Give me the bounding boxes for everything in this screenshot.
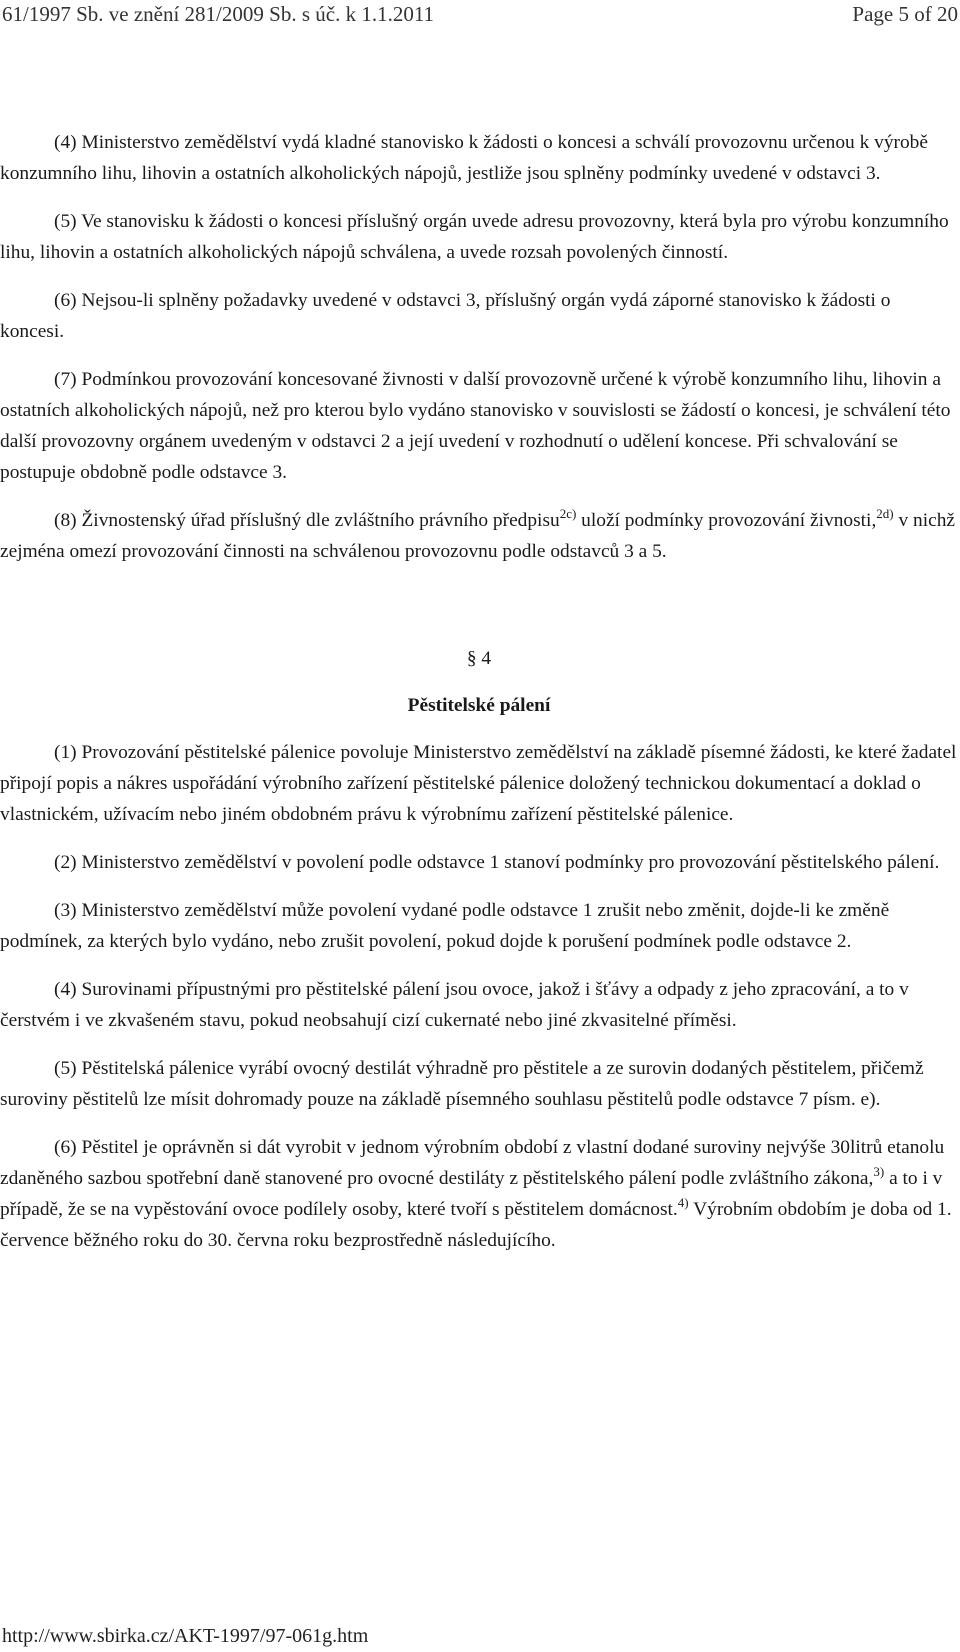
footnote-ref-2c[interactable]: 2c) — [559, 506, 577, 521]
source-url[interactable]: http://www.sbirka.cz/AKT-1997/97-061g.htm — [2, 1625, 369, 1647]
paragraph-8 — [0, 505, 958, 567]
paragraph-8-part-3: v nichž zejména omezí provozování činnosti na schválenou provozovnu podle odstavců 3 a 5. — [0, 510, 956, 562]
paragraph-7: (7) Podmínkou provozování koncesované živnosti v další provozovně určené k výrobě konzumního lihu, lihovin a ostatních alkoholických nápojů, než pro kterou bylo vydáno stanovisko v souvislosti se žádostí o koncesi, je schválení této další provozovny orgánem uvedeným v odstavci 2 a její uvedení v rozhodnutí o udělení koncese. Při schvalování se postupuje obdobně podle odstavce 3. — [0, 369, 951, 483]
section-paragraph-5: (5) Pěstitelská pálenice vyrábí ovocný destilát výhradně pro pěstitele a ze surovin dodaných pěstitelem, přičemž suroviny pěstitelů lze mísit dohromady pouze na základě písemného souhlasu pěstitelů podle odstavce 7 písm. e). — [0, 1058, 924, 1110]
section-number: § 4 — [466, 648, 492, 669]
footnote-ref-2d[interactable]: 2d) — [876, 506, 894, 521]
section-paragraph-1: (1) Provozování pěstitelské pálenice povoluje Ministerstvo zemědělství na základě písemné žádosti, ke které žadatel připojí popis a nákres uspořádání výrobního zařízení pěstitelské pálenice doložený technickou dokumentací a doklad o vlastnickém, užívacím nebo jiném obdobném právu k výrobnímu zařízení pěstitelské pálenice. — [0, 742, 957, 825]
paragraph-8-part-1: (8) Živnostenský úřad příslušný dle zvláštního právního předpisu — [54, 510, 560, 531]
section-paragraph-2: (2) Ministerstvo zemědělství v povolení podle odstavce 1 stanoví podmínky pro provozování pěstitelského pálení. — [54, 852, 940, 873]
paragraph-5: (5) Ve stanovisku k žádosti o koncesi příslušný orgán uvede adresu provozovny, která byla pro výrobu konzumního lihu, lihovin a ostatních alkoholických nápojů schválena, a uvede rozsah povolených činností. — [0, 211, 949, 263]
section-paragraph-6-part-3: Výrobním obdobím je doba od 1. července běžného roku do 30. června roku bezprostředně následujícího. — [0, 1199, 952, 1251]
document-reference: 61/1997 Sb. ve znění 281/2009 Sb. s úč. k 1.1.2011 — [2, 2, 435, 26]
section-paragraph-6-part-1: (6) Pěstitel je oprávněn si dát vyrobit v jednom výrobním období z vlastní dodané suroviny nejvýše 30litrů etanolu zdaněného sazbou spotřební daně stanovené pro ovocné destiláty z pěstitelského pálení podle zvláštního zákona, — [0, 1137, 945, 1189]
document-body — [0, 127, 958, 1273]
page-header — [0, 0, 960, 40]
footnote-ref-4[interactable]: 4) — [677, 1195, 689, 1210]
section-paragraph-6 — [0, 1132, 958, 1256]
paragraph-6: (6) Nejsou-li splněny požadavky uvedené v odstavci 3, příslušný orgán vydá záporné stanovisko k žádosti o koncesi. — [0, 290, 891, 342]
section-paragraph-6-part-2: a to i v případě, že se na vypěstování ovoce podílely osoby, které tvoří s pěstitelem domácnost. — [0, 1168, 943, 1220]
section-title: Pěstitelské pálení — [407, 695, 551, 716]
section-paragraph-4: (4) Surovinami přípustnými pro pěstitelské pálení jsou ovoce, jakož i šťávy a odpady z jeho zpracování, a to v čerstvém i ve zkvašeném stavu, pokud neobsahují cizí cukernaté nebo jiné zkvasitelné příměsi. — [0, 979, 909, 1031]
page-footer — [2, 1622, 368, 1650]
section-paragraph-3: (3) Ministerstvo zemědělství může povolení vydané podle odstavce 1 zrušit nebo změnit, dojde-li ke změně podmínek, za kterých bylo vydáno, nebo zrušit povolení, pokud dojde k porušení podmínek podle odstavce 2. — [0, 900, 890, 952]
page-number: Page 5 of 20 — [852, 2, 958, 26]
paragraph-8-part-2: uloží podmínky provozování živnosti, — [576, 510, 877, 531]
footnote-ref-3[interactable]: 3) — [873, 1164, 885, 1179]
paragraph-4: (4) Ministerstvo zemědělství vydá kladné stanovisko k žádosti o koncesi a schválí provozovnu určenou k výrobě konzumního lihu, lihovin a ostatních alkoholických nápojů, jestliže jsou splněny podmínky uvedené v odstavci 3. — [0, 132, 928, 184]
